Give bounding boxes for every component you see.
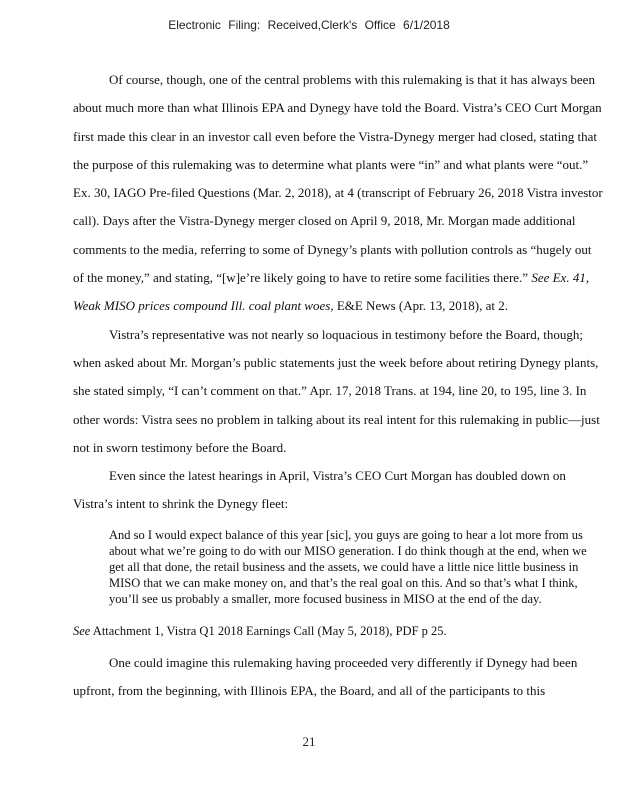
paragraph-central-problems	[73, 66, 603, 321]
paragraph-upfront: One could imagine this rulemaking having proceeded very differently if Dynegy had been upfront, from the beginning, with Illinois EPA, the Board, and all of the participants to this	[73, 654, 578, 699]
citation-tail: , E&E News (Apr. 13, 2018), at 2.	[330, 298, 508, 314]
page-number: 21	[302, 734, 316, 749]
attachment-text: Attachment 1, Vistra Q1 2018 Earnings Call (May 5, 2018), PDF p 25.	[90, 623, 447, 638]
see-signal: See	[73, 623, 91, 638]
document-body	[73, 66, 603, 705]
exhibit-citation: See Ex. 41, Weak MISO prices compound Ill. coal plant woes	[73, 270, 590, 314]
filing-header: Electronic Filing: Received,Clerk's Office 6/1/2018	[168, 18, 450, 32]
block-quote: And so I would expect balance of this year [sic], you guys are going to hear a lot more from us about what we’re going to do with our MISO generation. I do think though at the end, when we get all that done, the retail business and the assets, we could have a little nice little business in MISO that we can make money on, and that’s the real goal on this. And so that’s what I think, you’ll see us probably a smaller, more focused business in MISO at the end of the day.	[109, 527, 587, 606]
paragraph-text: Of course, though, one of the central problems with this rulemaking is that it has always been about much more than what Illinois EPA and Dynegy have told the Board. Vistra’s CEO Curt Morgan first made this clear in an investor call even before the Vistra-Dynegy merger had closed, stating that the purpose of this rulemaking was to determine what plants were “in” and what plants were “out.” Ex. 30, IAGO Pre-filed Questions (Mar. 2, 2018), at 4 (transcript of February 26, 2018 Vistra investor call). Days after the Vistra-Dynegy merger closed on April 9, 2018, Mr. Morgan made additional comments to the media, referring to some of Dynegy’s plants with pollution controls as “hugely out of the money,” and stating, “[w]e’re likely going to have to retire some facilities there.”	[73, 72, 603, 286]
attachment-citation	[73, 617, 603, 645]
paragraph-doubled-down: Even since the latest hearings in April, Vistra’s CEO Curt Morgan has doubled down on Vistra’s intent to shrink the Dynegy fleet:	[73, 468, 566, 512]
paragraph-testimony: Vistra’s representative was not nearly so loquacious in testimony before the Board, though; when asked about Mr. Morgan’s public statements just the week before about retiring Dynegy plants, she stated simply, “I can’t comment on that.” Apr. 17, 2018 Trans. at 194, line 20, to 195, line 3. In other words: Vistra sees no problem in talking about its real intent for this rulemaking in public—just not in sworn testimony before the Board.	[73, 326, 600, 455]
